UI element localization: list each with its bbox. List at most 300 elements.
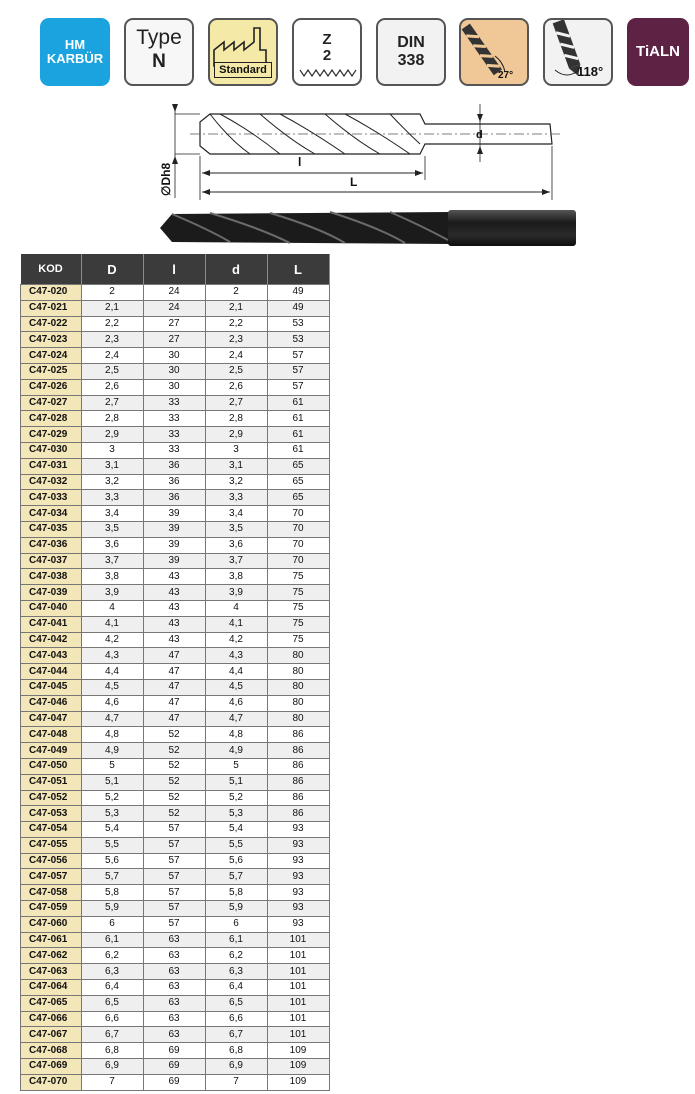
table-row (21, 427, 330, 443)
spec-badges (0, 0, 695, 100)
cell-shank-diameter: 5,1 (205, 774, 267, 790)
cell-overall-length: 75 (267, 585, 329, 601)
cell-diameter: 5,5 (81, 837, 143, 853)
cell-flute-length: 63 (143, 948, 205, 964)
flutes-badge (292, 18, 362, 86)
cell-shank-diameter: 4,8 (205, 727, 267, 743)
cell-overall-length: 101 (267, 1027, 329, 1043)
cell-code: C47-043 (21, 648, 82, 664)
cell-code: C47-069 (21, 1059, 82, 1075)
din-value: 338 (397, 52, 425, 69)
cell-flute-length: 33 (143, 395, 205, 411)
cell-flute-length: 57 (143, 853, 205, 869)
table-row (21, 521, 330, 537)
cell-shank-diameter: 7 (205, 1074, 267, 1090)
drill-drawing (150, 100, 580, 250)
cell-diameter: 6,7 (81, 1027, 143, 1043)
cell-code: C47-030 (21, 442, 82, 458)
table-row (21, 632, 330, 648)
table-row (21, 616, 330, 632)
cell-code: C47-055 (21, 837, 82, 853)
din-badge (376, 18, 446, 86)
cell-flute-length: 57 (143, 869, 205, 885)
cell-overall-length: 93 (267, 885, 329, 901)
cell-overall-length: 101 (267, 995, 329, 1011)
cell-flute-length: 30 (143, 379, 205, 395)
cell-overall-length: 75 (267, 632, 329, 648)
table-row (21, 822, 330, 838)
cell-shank-diameter: 4,3 (205, 648, 267, 664)
point-angle-icon (545, 20, 611, 84)
cell-diameter: 2,2 (81, 316, 143, 332)
table-row (21, 411, 330, 427)
cell-code: C47-036 (21, 537, 82, 553)
cell-flute-length: 47 (143, 695, 205, 711)
cell-code: C47-041 (21, 616, 82, 632)
point-angle-badge (543, 18, 613, 86)
cell-shank-diameter: 4,4 (205, 664, 267, 680)
cell-diameter: 6,3 (81, 964, 143, 980)
cell-overall-length: 49 (267, 300, 329, 316)
cell-code: C47-021 (21, 300, 82, 316)
table-row (21, 600, 330, 616)
cell-flute-length: 43 (143, 600, 205, 616)
cell-shank-diameter: 4,9 (205, 743, 267, 759)
cell-flute-length: 30 (143, 363, 205, 379)
cell-shank-diameter: 6,9 (205, 1059, 267, 1075)
cell-flute-length: 39 (143, 553, 205, 569)
table-row (21, 932, 330, 948)
cell-code: C47-046 (21, 695, 82, 711)
cell-shank-diameter: 2,5 (205, 363, 267, 379)
cell-diameter: 4,2 (81, 632, 143, 648)
cell-overall-length: 57 (267, 348, 329, 364)
cell-overall-length: 65 (267, 458, 329, 474)
serration-icon (294, 20, 360, 84)
cell-diameter: 2,5 (81, 363, 143, 379)
cell-diameter: 3,8 (81, 569, 143, 585)
cell-shank-diameter: 3,6 (205, 537, 267, 553)
cell-overall-length: 86 (267, 743, 329, 759)
drill-dimension-diagram (150, 100, 580, 250)
cell-overall-length: 75 (267, 569, 329, 585)
cell-flute-length: 47 (143, 711, 205, 727)
cell-code: C47-038 (21, 569, 82, 585)
cell-diameter: 3,1 (81, 458, 143, 474)
flutes-label: Z (322, 31, 332, 48)
cell-shank-diameter: 2,7 (205, 395, 267, 411)
cell-flute-length: 57 (143, 916, 205, 932)
cell-diameter: 5,1 (81, 774, 143, 790)
cell-overall-length: 70 (267, 506, 329, 522)
table-row (21, 458, 330, 474)
cell-shank-diameter: 4,2 (205, 632, 267, 648)
cell-code: C47-050 (21, 758, 82, 774)
cell-diameter: 6,4 (81, 980, 143, 996)
cell-flute-length: 52 (143, 743, 205, 759)
cell-code: C47-037 (21, 553, 82, 569)
point-angle-text: 118° (577, 64, 604, 79)
cell-flute-length: 47 (143, 648, 205, 664)
cell-flute-length: 33 (143, 442, 205, 458)
type-label: Type (136, 26, 182, 49)
cell-diameter: 6,5 (81, 995, 143, 1011)
cell-overall-length: 57 (267, 379, 329, 395)
cell-diameter: 2,7 (81, 395, 143, 411)
cell-flute-length: 52 (143, 774, 205, 790)
cell-overall-length: 101 (267, 1011, 329, 1027)
cell-flute-length: 36 (143, 458, 205, 474)
cell-shank-diameter: 6,4 (205, 980, 267, 996)
cell-shank-diameter: 3,8 (205, 569, 267, 585)
table-row (21, 490, 330, 506)
cell-code: C47-033 (21, 490, 82, 506)
cell-code: C47-022 (21, 316, 82, 332)
cell-shank-diameter: 5,2 (205, 790, 267, 806)
cell-shank-diameter: 6,6 (205, 1011, 267, 1027)
cell-diameter: 5 (81, 758, 143, 774)
cell-diameter: 3,4 (81, 506, 143, 522)
cell-diameter: 4 (81, 600, 143, 616)
table-row (21, 569, 330, 585)
table-row (21, 332, 330, 348)
cell-flute-length: 57 (143, 901, 205, 917)
spec-table-body (21, 285, 330, 1091)
table-row (21, 727, 330, 743)
cell-diameter: 2,6 (81, 379, 143, 395)
table-row (21, 506, 330, 522)
cell-diameter: 4,4 (81, 664, 143, 680)
cell-code: C47-054 (21, 822, 82, 838)
cell-diameter: 6 (81, 916, 143, 932)
table-row (21, 995, 330, 1011)
cell-flute-length: 63 (143, 995, 205, 1011)
cell-shank-diameter: 5 (205, 758, 267, 774)
cell-shank-diameter: 3,4 (205, 506, 267, 522)
cell-overall-length: 70 (267, 521, 329, 537)
header-flute-length: l (143, 254, 205, 285)
cell-shank-diameter: 6,3 (205, 964, 267, 980)
cell-code: C47-065 (21, 995, 82, 1011)
cell-overall-length: 109 (267, 1074, 329, 1090)
cell-shank-diameter: 5,7 (205, 869, 267, 885)
table-row (21, 916, 330, 932)
cell-code: C47-039 (21, 585, 82, 601)
table-row (21, 774, 330, 790)
cell-code: C47-042 (21, 632, 82, 648)
table-row (21, 901, 330, 917)
table-row (21, 316, 330, 332)
table-row (21, 885, 330, 901)
cell-shank-diameter: 2,4 (205, 348, 267, 364)
cell-overall-length: 70 (267, 553, 329, 569)
table-row (21, 664, 330, 680)
helix-angle-badge (459, 18, 529, 86)
cell-shank-diameter: 2,3 (205, 332, 267, 348)
cell-diameter: 5,9 (81, 901, 143, 917)
cell-diameter: 2,9 (81, 427, 143, 443)
cell-overall-length: 61 (267, 411, 329, 427)
cell-overall-length: 61 (267, 395, 329, 411)
cell-diameter: 3,5 (81, 521, 143, 537)
cell-code: C47-025 (21, 363, 82, 379)
cell-diameter: 5,2 (81, 790, 143, 806)
cell-shank-diameter: 2,8 (205, 411, 267, 427)
cell-diameter: 2,3 (81, 332, 143, 348)
cell-flute-length: 36 (143, 474, 205, 490)
cell-code: C47-045 (21, 679, 82, 695)
cell-shank-diameter: 5,5 (205, 837, 267, 853)
cell-flute-length: 24 (143, 285, 205, 301)
cell-code: C47-068 (21, 1043, 82, 1059)
cell-flute-length: 33 (143, 427, 205, 443)
cell-overall-length: 109 (267, 1043, 329, 1059)
cell-code: C47-020 (21, 285, 82, 301)
cell-shank-diameter: 3,3 (205, 490, 267, 506)
cell-diameter: 7 (81, 1074, 143, 1090)
cell-flute-length: 43 (143, 616, 205, 632)
cell-flute-length: 43 (143, 569, 205, 585)
cell-diameter: 5,4 (81, 822, 143, 838)
header-overall-length: L (267, 254, 329, 285)
cell-shank-diameter: 6,8 (205, 1043, 267, 1059)
cell-diameter: 4,9 (81, 743, 143, 759)
cell-overall-length: 93 (267, 837, 329, 853)
cell-overall-length: 86 (267, 727, 329, 743)
cell-shank-diameter: 2,9 (205, 427, 267, 443)
standard-label: Standard (214, 62, 272, 78)
cell-shank-diameter: 6,7 (205, 1027, 267, 1043)
standard-badge (208, 18, 278, 86)
cell-flute-length: 24 (143, 300, 205, 316)
cell-overall-length: 80 (267, 711, 329, 727)
spec-table (20, 254, 330, 1091)
cell-diameter: 2,4 (81, 348, 143, 364)
table-row (21, 948, 330, 964)
cell-flute-length: 27 (143, 316, 205, 332)
cell-code: C47-031 (21, 458, 82, 474)
cell-overall-length: 61 (267, 427, 329, 443)
cell-flute-length: 52 (143, 758, 205, 774)
cell-code: C47-064 (21, 980, 82, 996)
cell-overall-length: 86 (267, 774, 329, 790)
cell-flute-length: 63 (143, 964, 205, 980)
cell-code: C47-049 (21, 743, 82, 759)
table-row (21, 869, 330, 885)
d-label: d (476, 129, 483, 141)
cell-diameter: 4,3 (81, 648, 143, 664)
cell-overall-length: 70 (267, 537, 329, 553)
cell-overall-length: 93 (267, 822, 329, 838)
overall-length-label: L (350, 175, 358, 189)
cell-diameter: 6,9 (81, 1059, 143, 1075)
material-badge (40, 18, 110, 86)
cell-overall-length: 101 (267, 964, 329, 980)
cell-diameter: 6,8 (81, 1043, 143, 1059)
cell-overall-length: 61 (267, 442, 329, 458)
cell-shank-diameter: 6 (205, 916, 267, 932)
cell-diameter: 3 (81, 442, 143, 458)
cell-shank-diameter: 6,2 (205, 948, 267, 964)
cell-overall-length: 86 (267, 790, 329, 806)
header-diameter: D (81, 254, 143, 285)
cell-flute-length: 57 (143, 837, 205, 853)
cell-diameter: 2,1 (81, 300, 143, 316)
cell-overall-length: 101 (267, 980, 329, 996)
dh8-label: ∅Dh8 (159, 162, 173, 196)
cell-flute-length: 47 (143, 664, 205, 680)
helix-angle-text: 27° (498, 70, 514, 81)
table-row (21, 442, 330, 458)
cell-shank-diameter: 5,8 (205, 885, 267, 901)
cell-code: C47-034 (21, 506, 82, 522)
table-row (21, 537, 330, 553)
cell-code: C47-066 (21, 1011, 82, 1027)
table-row (21, 379, 330, 395)
cell-diameter: 4,1 (81, 616, 143, 632)
cell-code: C47-058 (21, 885, 82, 901)
cell-overall-length: 53 (267, 332, 329, 348)
cell-overall-length: 75 (267, 616, 329, 632)
cell-diameter: 6,6 (81, 1011, 143, 1027)
table-row (21, 348, 330, 364)
cell-flute-length: 69 (143, 1074, 205, 1090)
cell-shank-diameter: 3,7 (205, 553, 267, 569)
cell-code: C47-047 (21, 711, 82, 727)
cell-shank-diameter: 4,1 (205, 616, 267, 632)
cell-diameter: 6,1 (81, 932, 143, 948)
cell-shank-diameter: 4,6 (205, 695, 267, 711)
cell-overall-length: 93 (267, 869, 329, 885)
cell-overall-length: 101 (267, 948, 329, 964)
table-row (21, 837, 330, 853)
table-header-row (21, 254, 330, 285)
cell-flute-length: 39 (143, 521, 205, 537)
cell-diameter: 3,9 (81, 585, 143, 601)
cell-flute-length: 63 (143, 1027, 205, 1043)
cell-flute-length: 52 (143, 790, 205, 806)
cell-flute-length: 33 (143, 411, 205, 427)
cell-overall-length: 49 (267, 285, 329, 301)
cell-diameter: 3,2 (81, 474, 143, 490)
cell-shank-diameter: 5,3 (205, 806, 267, 822)
flutes-value: 2 (322, 47, 332, 64)
cell-code: C47-027 (21, 395, 82, 411)
cell-flute-length: 63 (143, 1011, 205, 1027)
cell-shank-diameter: 6,1 (205, 932, 267, 948)
cell-diameter: 2 (81, 285, 143, 301)
cell-code: C47-057 (21, 869, 82, 885)
cell-overall-length: 93 (267, 853, 329, 869)
cell-code: C47-032 (21, 474, 82, 490)
cell-overall-length: 86 (267, 806, 329, 822)
cell-code: C47-056 (21, 853, 82, 869)
cell-code: C47-028 (21, 411, 82, 427)
cell-flute-length: 63 (143, 980, 205, 996)
cell-overall-length: 80 (267, 664, 329, 680)
cell-flute-length: 69 (143, 1043, 205, 1059)
cell-overall-length: 75 (267, 600, 329, 616)
cell-flute-length: 69 (143, 1059, 205, 1075)
cell-code: C47-048 (21, 727, 82, 743)
cell-diameter: 6,2 (81, 948, 143, 964)
cell-shank-diameter: 3,1 (205, 458, 267, 474)
cell-diameter: 4,8 (81, 727, 143, 743)
coating-badge: TiALN (627, 18, 689, 86)
cell-diameter: 5,6 (81, 853, 143, 869)
table-row (21, 553, 330, 569)
cell-shank-diameter: 4,5 (205, 679, 267, 695)
cell-diameter: 4,6 (81, 695, 143, 711)
cell-shank-diameter: 4 (205, 600, 267, 616)
helix-drill-icon (461, 20, 527, 84)
cell-flute-length: 36 (143, 490, 205, 506)
cell-code: C47-026 (21, 379, 82, 395)
cell-code: C47-053 (21, 806, 82, 822)
cell-shank-diameter: 6,5 (205, 995, 267, 1011)
cell-diameter: 5,3 (81, 806, 143, 822)
flute-length-label: l (298, 155, 302, 169)
table-row (21, 395, 330, 411)
type-value: N (152, 51, 166, 72)
cell-code: C47-059 (21, 901, 82, 917)
cell-flute-length: 30 (143, 348, 205, 364)
cell-flute-length: 43 (143, 585, 205, 601)
cell-shank-diameter: 5,9 (205, 901, 267, 917)
table-row (21, 980, 330, 996)
material-line-1: HM (64, 37, 86, 52)
type-badge (124, 18, 194, 86)
table-row (21, 695, 330, 711)
cell-diameter: 3,7 (81, 553, 143, 569)
cell-flute-length: 52 (143, 806, 205, 822)
cell-code: C47-051 (21, 774, 82, 790)
cell-shank-diameter: 2,1 (205, 300, 267, 316)
cell-code: C47-070 (21, 1074, 82, 1090)
cell-flute-length: 27 (143, 332, 205, 348)
cell-code: C47-040 (21, 600, 82, 616)
cell-diameter: 3,6 (81, 537, 143, 553)
cell-diameter: 5,7 (81, 869, 143, 885)
table-row (21, 679, 330, 695)
cell-flute-length: 63 (143, 932, 205, 948)
cell-shank-diameter: 3,2 (205, 474, 267, 490)
cell-flute-length: 43 (143, 632, 205, 648)
cell-shank-diameter: 3,5 (205, 521, 267, 537)
cell-overall-length: 65 (267, 474, 329, 490)
table-row (21, 964, 330, 980)
cell-code: C47-052 (21, 790, 82, 806)
cell-code: C47-029 (21, 427, 82, 443)
table-row (21, 300, 330, 316)
table-row (21, 1011, 330, 1027)
cell-code: C47-062 (21, 948, 82, 964)
header-shank-diameter: d (205, 254, 267, 285)
cell-flute-length: 47 (143, 679, 205, 695)
material-line-2: KARBÜR (46, 51, 104, 66)
table-row (21, 743, 330, 759)
cell-overall-length: 101 (267, 932, 329, 948)
cell-flute-length: 57 (143, 822, 205, 838)
cell-shank-diameter: 2,6 (205, 379, 267, 395)
cell-flute-length: 39 (143, 537, 205, 553)
cell-overall-length: 53 (267, 316, 329, 332)
cell-overall-length: 86 (267, 758, 329, 774)
table-row (21, 1043, 330, 1059)
cell-diameter: 4,5 (81, 679, 143, 695)
cell-overall-length: 109 (267, 1059, 329, 1075)
cell-shank-diameter: 5,6 (205, 853, 267, 869)
